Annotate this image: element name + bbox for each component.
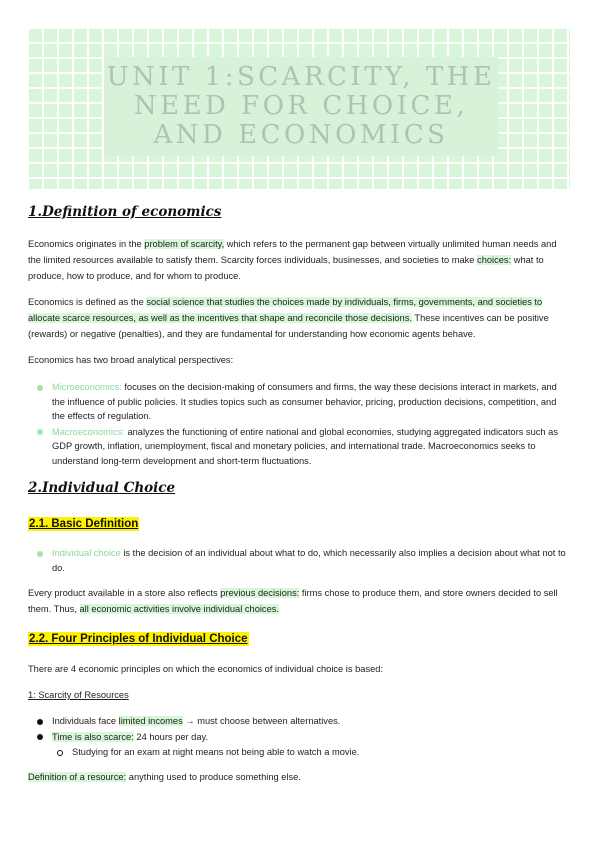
highlight-scarcity: problem of scarcity, <box>144 239 225 249</box>
text: Individuals face <box>52 716 119 726</box>
text: 24 hours per day. <box>133 731 209 742</box>
subheading-four-principles: 2.2. Four Principles of Individual Choice <box>29 633 248 645</box>
paragraph-principles-intro: There are 4 economic principles on which the economics of individual choice is based: <box>28 664 384 674</box>
section-heading-definition: 1.Definition of economics <box>28 204 222 220</box>
text: which refers to the permanent gap between virtually unlimited human needs and the limited resources available to satisfy them. Scarcity forces individuals, businesses, and societies to make <box>28 239 557 265</box>
highlight-previous-decisions: previous decisions: <box>220 588 300 598</box>
list-item <box>28 730 571 745</box>
scarcity-list <box>28 714 571 760</box>
term-microeconomics: Microeconomics: <box>52 382 122 392</box>
text: focuses on the decision-making of consumers and firms, the way these decisions interact in markets, and the influence of public policies. It studies topics such as consumer behavior, pricing, production decisions, competition, and the effects of regulation. <box>52 382 557 421</box>
text: analyzes the functioning of entire national and global economies, studying aggregated indicators such as GDP growth, inflation, unemployment, fiscal and monetary policies, and international trade. Macroeconomics seeks to understand long-term development and short-term fluctuations. <box>52 426 558 466</box>
paragraph-resource-definition <box>28 769 571 785</box>
text: what to produce, how to produce, and for whom to produce. <box>28 255 544 281</box>
list-item <box>28 380 571 424</box>
perspectives-list <box>28 380 571 468</box>
section-heading-individual-choice: 2.Individual Choice <box>28 480 176 496</box>
text: anything used to produce something else. <box>126 771 301 782</box>
text: → must choose between alternatives. <box>182 716 341 726</box>
highlight-all-activities: all economic activities involve individual choices. <box>79 604 279 614</box>
principle-heading-scarcity: 1: Scarcity of Resources <box>28 690 129 700</box>
highlight-limited-incomes: limited incomes <box>118 716 183 726</box>
paragraph-perspectives: Economics has two broad analytical perspectives: <box>28 355 234 365</box>
highlight-time-scarce: Time is also scarce: <box>52 731 134 742</box>
text: Economics originates in the <box>28 239 145 249</box>
individual-choice-list <box>28 546 571 575</box>
paragraph-scarcity <box>28 236 571 284</box>
text: is the decision of an individual about what to do, which necessarily also implies a decision about what not to do. <box>52 548 566 573</box>
paragraph-definition <box>28 294 571 342</box>
text: Every product available in a store also reflects <box>28 588 221 598</box>
list-item <box>28 546 571 575</box>
highlight-choices: choices: <box>477 255 512 265</box>
paragraph-previous-decisions <box>28 585 571 617</box>
term-macroeconomics: Macroeconomics: <box>52 426 125 437</box>
document-body <box>28 204 571 795</box>
list-item <box>28 714 571 729</box>
highlight-resource-definition: Definition of a resource: <box>28 771 127 782</box>
sub-list-item: Studying for an exam at night means not being able to watch a movie. <box>28 745 571 760</box>
subheading-basic-definition: 2.1. Basic Definition <box>29 518 139 530</box>
text: These incentives can be positive (rewards) or negative (penalties), and they are fundamental for understanding how economic agents behave. <box>28 313 549 339</box>
page-title: UNIT 1:SCARCITY, THE NEED FOR CHOICE, AND ECONOMICS <box>106 62 496 150</box>
list-item <box>28 425 571 469</box>
highlight-definition: social science that studies the choices made by individuals, firms, governments, and societies to allocate scarce resources, as well as the incentives that shape and reconcile those decisions. <box>28 297 543 323</box>
term-individual-choice: Individual choice <box>52 548 121 558</box>
text: firms chose to produce them, and store owners decided to sell them. Thus, <box>28 588 558 614</box>
title-box <box>104 57 498 156</box>
text: Economics is defined as the <box>28 297 147 307</box>
